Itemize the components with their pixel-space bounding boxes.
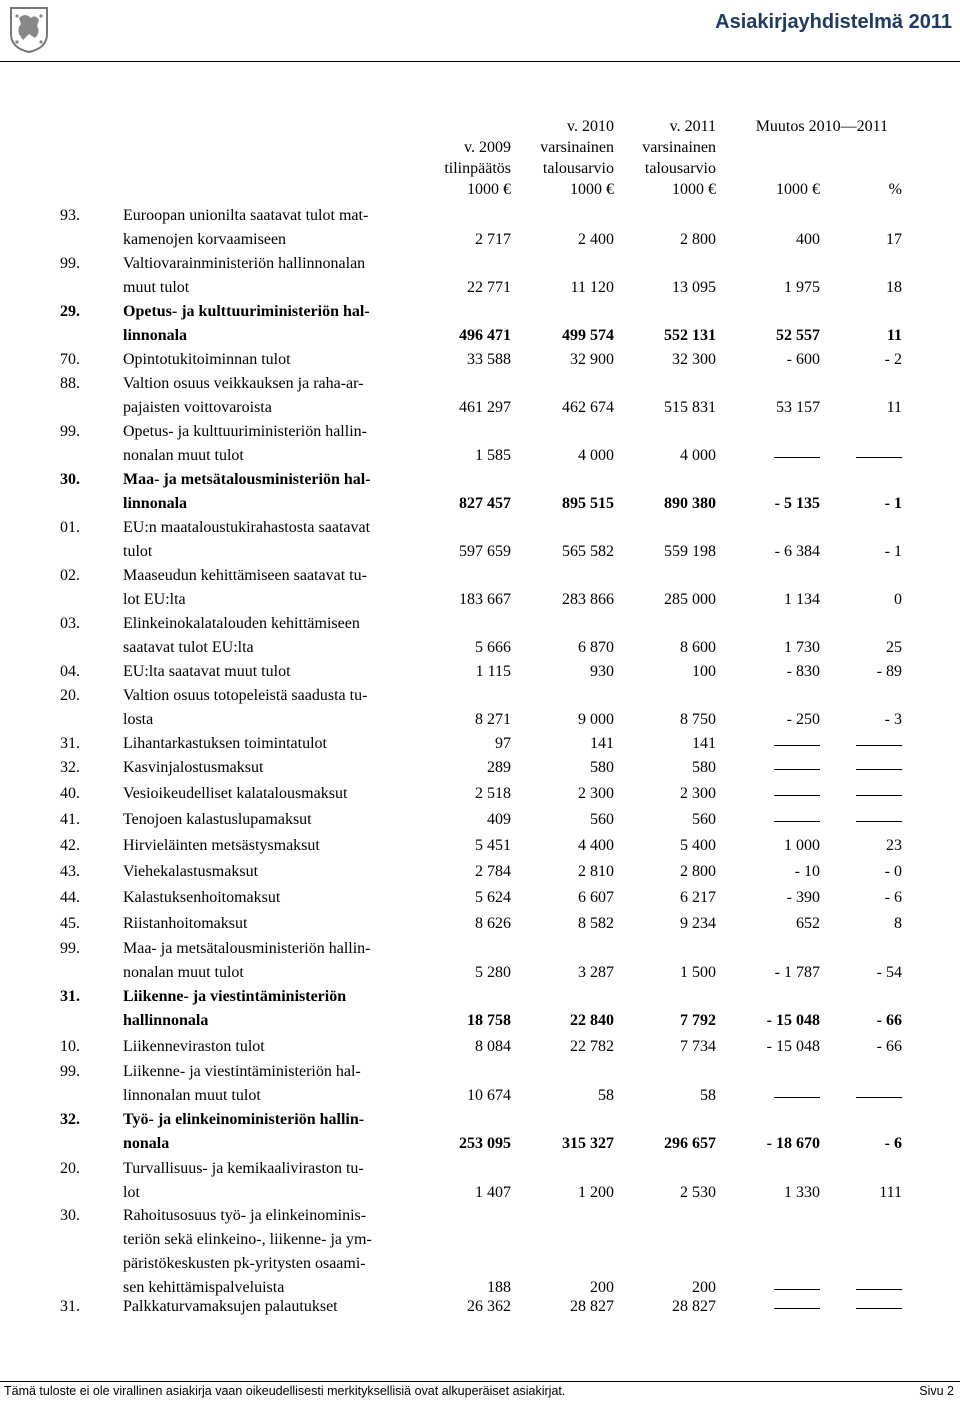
value-2010: 2 810 (578, 863, 614, 880)
row-code: 20. (60, 687, 80, 704)
value-change: - 250 (786, 711, 820, 728)
value-percent: 11 (886, 327, 902, 344)
row-label-line: linnonala (123, 495, 188, 512)
value-2011: 890 380 (664, 495, 716, 512)
value-2011: 32 300 (672, 351, 716, 368)
value-change: - 18 670 (766, 1135, 820, 1152)
value-percent-dash (856, 1097, 902, 1098)
row-label (123, 756, 423, 780)
value-2011: 5 400 (680, 837, 716, 854)
row-label-line: lot (123, 1184, 140, 1201)
table-row (0, 985, 960, 1033)
value-2010: 2 400 (578, 231, 614, 248)
value-2009: 183 667 (459, 591, 511, 608)
value-2010: 22 840 (570, 1012, 614, 1029)
value-percent-dash (856, 821, 902, 822)
value-2009: 97 (495, 735, 511, 752)
row-label (123, 348, 423, 372)
unit-2010: 1000 € (570, 181, 614, 198)
value-change-dash (774, 821, 820, 822)
value-2010: 4 000 (578, 447, 614, 464)
row-code: 99. (60, 1063, 80, 1080)
value-change-dash (774, 769, 820, 770)
row-code: 20. (60, 1160, 80, 1177)
row-code: 88. (60, 375, 80, 392)
row-label (123, 782, 423, 806)
row-label (123, 1108, 423, 1156)
value-2010: 141 (590, 735, 614, 752)
value-2009: 8 084 (475, 1038, 511, 1055)
value-percent: - 1 (884, 543, 902, 560)
row-label-line: kamenojen korvaamiseen (123, 231, 287, 248)
value-change: - 5 135 (774, 495, 820, 512)
value-2010: 6 870 (578, 639, 614, 656)
row-code: 30. (60, 471, 80, 488)
row-code: 30. (60, 1207, 80, 1224)
table-row (0, 468, 960, 516)
value-2009: 461 297 (459, 399, 511, 416)
value-2009: 8 626 (475, 915, 511, 932)
value-change: - 6 384 (774, 543, 820, 560)
row-code: 45. (60, 915, 80, 932)
value-2010: 283 866 (562, 591, 614, 608)
value-2010: 499 574 (562, 327, 614, 344)
row-label-line: Palkkaturvamaksujen palautukset (123, 1298, 338, 1315)
table-row (0, 300, 960, 348)
table-row (0, 860, 960, 884)
footer-divider (0, 1381, 960, 1382)
row-code: 31. (60, 735, 80, 752)
row-label-line: Rahoitusosuus työ- ja elinkeinominis- (123, 1207, 367, 1224)
value-change-dash (774, 1289, 820, 1290)
value-2010: 4 400 (578, 837, 614, 854)
row-label (123, 420, 423, 468)
row-code: 32. (60, 759, 80, 776)
table-row (0, 660, 960, 684)
value-2011: 28 827 (672, 1298, 716, 1315)
column-header-change: Muutos 2010—2011 (755, 118, 888, 135)
value-percent: - 6 (884, 1135, 902, 1152)
header-divider (0, 61, 960, 62)
value-2010: 895 515 (562, 495, 614, 512)
row-label (123, 834, 423, 858)
value-2010: 9 000 (578, 711, 614, 728)
row-label-line: nonalan muut tulot (123, 447, 244, 464)
row-label-line: linnonala (123, 327, 188, 344)
value-2011: 552 131 (664, 327, 716, 344)
row-label-line: Maaseudun kehittämiseen saatavat tu- (123, 567, 367, 584)
value-2009: 253 095 (459, 1135, 511, 1152)
row-label-line: Kasvinjalostusmaksut (123, 759, 264, 776)
row-label-line: saatavat tulot EU:lta (123, 639, 254, 656)
value-2009: 10 674 (467, 1087, 511, 1104)
row-code: 31. (60, 1298, 80, 1315)
row-label-line: lot EU:lta (123, 591, 186, 608)
row-label-line: teriön sekä elinkeino-, liikenne- ja ym- (123, 1231, 372, 1248)
value-2011: 8 600 (680, 639, 716, 656)
value-percent: - 2 (884, 351, 902, 368)
value-percent: - 66 (876, 1012, 902, 1029)
value-percent-dash (856, 1308, 902, 1309)
row-label (123, 516, 423, 564)
value-2011: 560 (692, 811, 716, 828)
value-2009: 22 771 (467, 279, 511, 296)
value-2011: 1 500 (680, 964, 716, 981)
value-2009: 597 659 (459, 543, 511, 560)
value-2009: 827 457 (459, 495, 511, 512)
value-percent: - 6 (884, 889, 902, 906)
value-2010: 3 287 (578, 964, 614, 981)
value-percent: 18 (886, 279, 902, 296)
row-code: 44. (60, 889, 80, 906)
row-label-line: Euroopan unionilta saatavat tulot mat- (123, 207, 369, 224)
value-2009: 409 (487, 811, 511, 828)
value-change: - 15 048 (766, 1012, 820, 1029)
value-2010: 930 (590, 663, 614, 680)
value-percent: 23 (886, 837, 902, 854)
value-2011: 200 (692, 1279, 716, 1296)
unit-percent: % (888, 181, 902, 198)
value-2011: 559 198 (664, 543, 716, 560)
row-label-line: Opetus- ja kulttuuriministeriön hallin- (123, 423, 367, 440)
value-2011: 7 734 (680, 1038, 716, 1055)
row-label-line: EU:n maataloustukirahastosta saatavat (123, 519, 371, 536)
row-label (123, 564, 423, 612)
table-row (0, 564, 960, 612)
row-label-line: Elinkeinokalatalouden kehittämiseen (123, 615, 360, 632)
row-label-line: muut tulot (123, 279, 190, 296)
row-label-line: päristökeskusten pk-yritysten osaami- (123, 1255, 366, 1272)
value-change: - 15 048 (766, 1038, 820, 1055)
row-code: 99. (60, 940, 80, 957)
value-percent-dash (856, 795, 902, 796)
row-label (123, 1157, 423, 1205)
table-row (0, 886, 960, 910)
row-code: 70. (60, 351, 80, 368)
value-change: 1 730 (784, 639, 820, 656)
value-2009: 1 585 (475, 447, 511, 464)
value-2010: 28 827 (570, 1298, 614, 1315)
row-label (123, 684, 423, 732)
table-row (0, 420, 960, 468)
row-label-line: nonala (123, 1135, 170, 1152)
table-row (0, 348, 960, 372)
row-label (123, 937, 423, 985)
value-change: 652 (796, 915, 820, 932)
table-row (0, 808, 960, 832)
value-change: 400 (796, 231, 820, 248)
value-percent: - 54 (876, 964, 902, 981)
row-label-line: sen kehittämispalveluista (123, 1279, 285, 1296)
row-label (123, 204, 423, 252)
unit-2009: 1000 € (467, 181, 511, 198)
column-header-2009: v. 2009 tilinpäätös (444, 139, 511, 177)
value-2011: 58 (700, 1087, 716, 1104)
value-2010: 1 200 (578, 1184, 614, 1201)
row-label-line: Liikenneviraston tulot (123, 1038, 265, 1055)
row-code: 40. (60, 785, 80, 802)
value-2011: 285 000 (664, 591, 716, 608)
value-change: 1 000 (784, 837, 820, 854)
document-title: Asiakirjayhdistelmä 2011 (715, 11, 952, 33)
table-row (0, 912, 960, 936)
value-2010: 462 674 (562, 399, 614, 416)
row-code: 31. (60, 988, 80, 1005)
row-label-line: Hirvieläinten metsästysmaksut (123, 837, 320, 854)
row-label (123, 1035, 423, 1059)
value-change: 1 134 (784, 591, 820, 608)
value-change: 1 975 (784, 279, 820, 296)
value-2009: 33 588 (467, 351, 511, 368)
row-label (123, 468, 423, 516)
row-label-line: Opetus- ja kulttuuriministeriön hal- (123, 303, 370, 320)
value-change: 52 557 (776, 327, 820, 344)
value-percent: 0 (894, 591, 902, 608)
value-2009: 18 758 (467, 1012, 511, 1029)
value-2009: 26 362 (467, 1298, 511, 1315)
row-label (123, 1295, 423, 1319)
value-2010: 11 120 (570, 279, 614, 296)
row-label-line: Liikenne- ja viestintäministeriön hal- (123, 1063, 361, 1080)
row-code: 43. (60, 863, 80, 880)
value-2010: 6 607 (578, 889, 614, 906)
row-code: 03. (60, 615, 80, 632)
value-percent: - 1 (884, 495, 902, 512)
table-row (0, 1108, 960, 1156)
value-2009: 2 518 (475, 785, 511, 802)
row-label-line: nonalan muut tulot (123, 964, 244, 981)
table-row (0, 372, 960, 420)
value-percent-dash (856, 745, 902, 746)
row-code: 41. (60, 811, 80, 828)
unit-2011: 1000 € (672, 181, 716, 198)
row-label-line: Maa- ja metsätalousministeriön hal- (123, 471, 371, 488)
row-label (123, 732, 423, 756)
value-change-dash (774, 745, 820, 746)
row-label (123, 372, 423, 420)
row-label (123, 886, 423, 910)
row-label (123, 252, 423, 300)
value-2010: 200 (590, 1279, 614, 1296)
value-percent: - 3 (884, 711, 902, 728)
row-label-line: Valtion osuus veikkauksen ja raha-ar- (123, 375, 364, 392)
table-row (0, 834, 960, 858)
value-2009: 1 407 (475, 1184, 511, 1201)
value-percent: 11 (886, 399, 902, 416)
table-row (0, 1157, 960, 1205)
row-label-line: Vesioikeudelliset kalatalousmaksut (123, 785, 348, 802)
row-label-line: Riistanhoitomaksut (123, 915, 248, 932)
table-row (0, 252, 960, 300)
row-code: 99. (60, 423, 80, 440)
table-row (0, 1204, 960, 1300)
row-label (123, 612, 423, 660)
row-label-line: losta (123, 711, 154, 728)
value-change: - 390 (786, 889, 820, 906)
value-percent: 8 (894, 915, 902, 932)
row-code: 32. (60, 1111, 80, 1128)
value-2010: 22 782 (570, 1038, 614, 1055)
value-2011: 13 095 (672, 279, 716, 296)
table-row (0, 937, 960, 985)
value-2009: 289 (487, 759, 511, 776)
row-label (123, 1060, 423, 1108)
value-percent-dash (856, 457, 902, 458)
row-label-line: Valtiovarainministeriön hallinnonalan (123, 255, 366, 272)
value-2011: 2 530 (680, 1184, 716, 1201)
row-label (123, 912, 423, 936)
row-label-line: linnonalan muut tulot (123, 1087, 261, 1104)
row-label (123, 985, 423, 1033)
value-2009: 5 280 (475, 964, 511, 981)
row-label-line: Maa- ja metsätalousministeriön hallin- (123, 940, 371, 957)
table-row (0, 612, 960, 660)
value-percent: - 89 (876, 663, 902, 680)
value-2011: 9 234 (680, 915, 716, 932)
row-label-line: Kalastuksenhoitomaksut (123, 889, 281, 906)
row-code: 42. (60, 837, 80, 854)
row-label-line: EU:lta saatavat muut tulot (123, 663, 291, 680)
value-2011: 4 000 (680, 447, 716, 464)
value-change: - 1 787 (774, 964, 820, 981)
value-2010: 565 582 (562, 543, 614, 560)
value-percent-dash (856, 1289, 902, 1290)
value-percent: - 0 (884, 863, 902, 880)
unit-change: 1000 € (776, 181, 820, 198)
value-2011: 6 217 (680, 889, 716, 906)
row-label (123, 660, 423, 684)
row-label-line: Tenojoen kalastuslupamaksut (123, 811, 312, 828)
value-2010: 315 327 (562, 1135, 614, 1152)
value-2009: 496 471 (459, 327, 511, 344)
value-2009: 5 451 (475, 837, 511, 854)
value-change-dash (774, 795, 820, 796)
row-label-line: pajaisten voittovaroista (123, 399, 272, 416)
value-2009: 2 717 (475, 231, 511, 248)
page-number: Sivu 2 (919, 1384, 954, 1398)
value-2010: 580 (590, 759, 614, 776)
row-code: 04. (60, 663, 80, 680)
value-change: - 10 (794, 863, 820, 880)
value-2010: 32 900 (570, 351, 614, 368)
value-change: - 830 (786, 663, 820, 680)
value-2011: 2 800 (680, 231, 716, 248)
value-2011: 7 792 (680, 1012, 716, 1029)
value-2009: 5 666 (475, 639, 511, 656)
table-row (0, 782, 960, 806)
footer-disclaimer: Tämä tuloste ei ole virallinen asiakirja vaan oikeudellisesti merkityksellisiä ovat alkuperäiset asiakirjat. (4, 1384, 566, 1398)
row-label (123, 860, 423, 884)
column-header-2011: v. 2011 varsinainen talousarvio (642, 118, 716, 177)
table-row (0, 1295, 960, 1319)
lion-coat-of-arms-icon (7, 4, 51, 54)
row-label-line: Liikenne- ja viestintäministeriön (123, 988, 347, 1005)
value-percent: - 66 (876, 1038, 902, 1055)
table-row (0, 684, 960, 732)
value-2010: 8 582 (578, 915, 614, 932)
row-code: 10. (60, 1038, 80, 1055)
row-code: 29. (60, 303, 80, 320)
value-2010: 58 (598, 1087, 614, 1104)
row-label (123, 1204, 423, 1300)
row-label (123, 808, 423, 832)
row-code: 99. (60, 255, 80, 272)
row-label-line: Turvallisuus- ja kemikaaliviraston tu- (123, 1160, 364, 1177)
row-label-line: tulot (123, 543, 153, 560)
value-2011: 296 657 (664, 1135, 716, 1152)
row-label-line: Opintotukitoiminnan tulot (123, 351, 291, 368)
value-change: 1 330 (784, 1184, 820, 1201)
value-change: - 600 (786, 351, 820, 368)
value-2009: 8 271 (475, 711, 511, 728)
row-code: 93. (60, 207, 80, 224)
row-label-line: Työ- ja elinkeinoministeriön hallin- (123, 1111, 365, 1128)
table-row (0, 756, 960, 780)
row-label-line: Lihantarkastuksen toimintatulot (123, 735, 327, 752)
table-row (0, 516, 960, 564)
value-2011: 2 300 (680, 785, 716, 802)
value-2011: 580 (692, 759, 716, 776)
value-2009: 2 784 (475, 863, 511, 880)
value-change-dash (774, 1097, 820, 1098)
value-change-dash (774, 457, 820, 458)
value-percent-dash (856, 769, 902, 770)
value-2011: 515 831 (664, 399, 716, 416)
column-header-2010: v. 2010 varsinainen talousarvio (540, 118, 614, 177)
table-row (0, 732, 960, 756)
row-label-line: hallinnonala (123, 1012, 209, 1029)
value-2010: 2 300 (578, 785, 614, 802)
value-change-dash (774, 1308, 820, 1309)
row-label (123, 300, 423, 348)
table-row (0, 1060, 960, 1108)
value-2009: 188 (487, 1279, 511, 1296)
row-code: 02. (60, 567, 80, 584)
value-2011: 100 (692, 663, 716, 680)
value-2009: 1 115 (475, 663, 511, 680)
row-label-line: Viehekalastusmaksut (123, 863, 259, 880)
value-change: 53 157 (776, 399, 820, 416)
table-row (0, 204, 960, 252)
value-percent: 111 (879, 1184, 902, 1201)
value-2011: 8 750 (680, 711, 716, 728)
value-2011: 141 (692, 735, 716, 752)
value-2011: 2 800 (680, 863, 716, 880)
value-percent: 25 (886, 639, 902, 656)
value-percent: 17 (886, 231, 902, 248)
row-code: 01. (60, 519, 80, 536)
table-row (0, 1035, 960, 1059)
value-2009: 5 624 (475, 889, 511, 906)
row-label-line: Valtion osuus totopeleistä saadusta tu- (123, 687, 368, 704)
value-2010: 560 (590, 811, 614, 828)
